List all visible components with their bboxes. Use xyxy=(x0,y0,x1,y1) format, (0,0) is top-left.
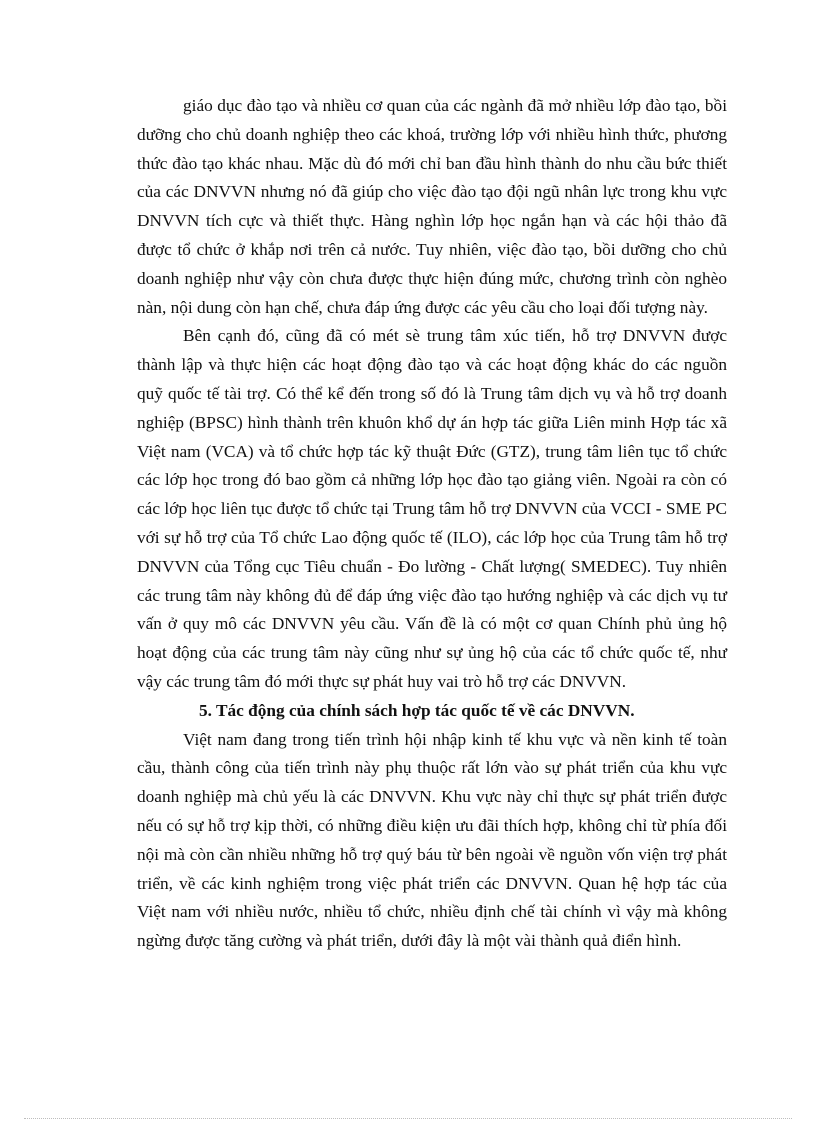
paragraph-training-continued: giáo dục đào tạo và nhiều cơ quan của các ngành đã mở nhiều lớp đào tạo, bồi dưỡng cho chủ doanh nghiệp theo các khoá, trường lớp với nhiều hình thức, phương thức đào tạo khác nhau. Mặc dù đó mới chỉ ban đầu hình thành do nhu cầu bức thiết của các DNVVN nhưng nó đã giúp cho việc đào tạo đội ngũ nhân lực trong khu vực DNVVN tích cực và thiết thực. Hàng nghìn lớp học ngắn hạn và các hội thảo đã được tổ chức ở khắp nơi trên cả nước. Tuy nhiên, việc đào tạo, bồi dưỡng cho chủ doanh nghiệp như vậy còn chưa được thực hiện đúng mức, chương trình còn nghèo nàn, nội dung còn hạn chế, chưa đáp ứng được các yêu cầu cho loại đối tượng này. xyxy=(137,96,727,317)
page-bottom-divider xyxy=(24,1118,792,1119)
paragraph-international-cooperation: Việt nam đang trong tiến trình hội nhập kinh tế khu vực và nền kinh tế toàn cầu, thành công của tiến trình này phụ thuộc rất lớn vào sự phát triển của khu vực doanh nghiệp mà chủ yếu là các DNVVN. Khu vực này chỉ thực sự phát triển được nếu có sự hỗ trợ kịp thời, có những điều kiện ưu đãi thích hợp, không chỉ từ phía đối nội mà còn cần nhiều những hỗ trợ quý báu từ bên ngoài về nguồn vốn viện trợ phát triển, về các kinh nghiệm trong việc phát triển các DNVVN. Quan hệ hợp tác của Việt nam với nhiều nước, nhiều tổ chức, nhiều định chế tài chính vì vậy mà không ngừng được tăng cường và phát triển, dưới đây là một vài thành quả điển hình. xyxy=(137,729,727,951)
section-heading: 5. Tác động của chính sách hợp tác quốc tế về các DNVVN. xyxy=(199,700,635,720)
paragraph-support-centers: Bên cạnh đó, cũng đã có mét sè trung tâm xúc tiến, hỗ trợ DNVVN được thành lập và thực hiện các hoạt động đào tạo và các hoạt động khác do các nguồn quỹ quốc tế tài trợ. Có thể kể đến trong số đó là Trung tâm dịch vụ và hỗ trợ doanh nghiệp (BPSC) hình thành trên khuôn khổ dự án hợp tác giữa Liên minh Hợp tác xã Việt nam (VCA) và tổ chức hợp tác kỹ thuật Đức (GTZ), trung tâm liên tục tổ chức các lớp học trong đó bao gồm cả những lớp học đào tạo giảng viên. Ngoài ra còn có các lớp học liên tục được tổ chức tại Trung tâm hỗ trợ DNVVN của VCCI - SME PC với sự hỗ trợ của Tổ chức Lao động quốc tế (ILO), các lớp học của Trung tâm hỗ trợ DNVVN của Tổng cục Tiêu chuẩn - Đo lường - Chất lượng( SMEDEC). Tuy nhiên các trung tâm này không đủ để đáp ứng việc đào tạo hướng nghiệp và các dịch vụ tư vấn ở quy mô các DNVVN yêu cầu. Vấn đề là có một cơ quan Chính phủ ủng hộ hoạt động của các trung tâm này cũng như sự ủng hộ của các tổ chức quốc tế, như vậy các trung tâm đó mới thực sự phát huy vai trò hỗ trợ các DNVVN. xyxy=(137,326,727,691)
document-page xyxy=(137,92,727,956)
